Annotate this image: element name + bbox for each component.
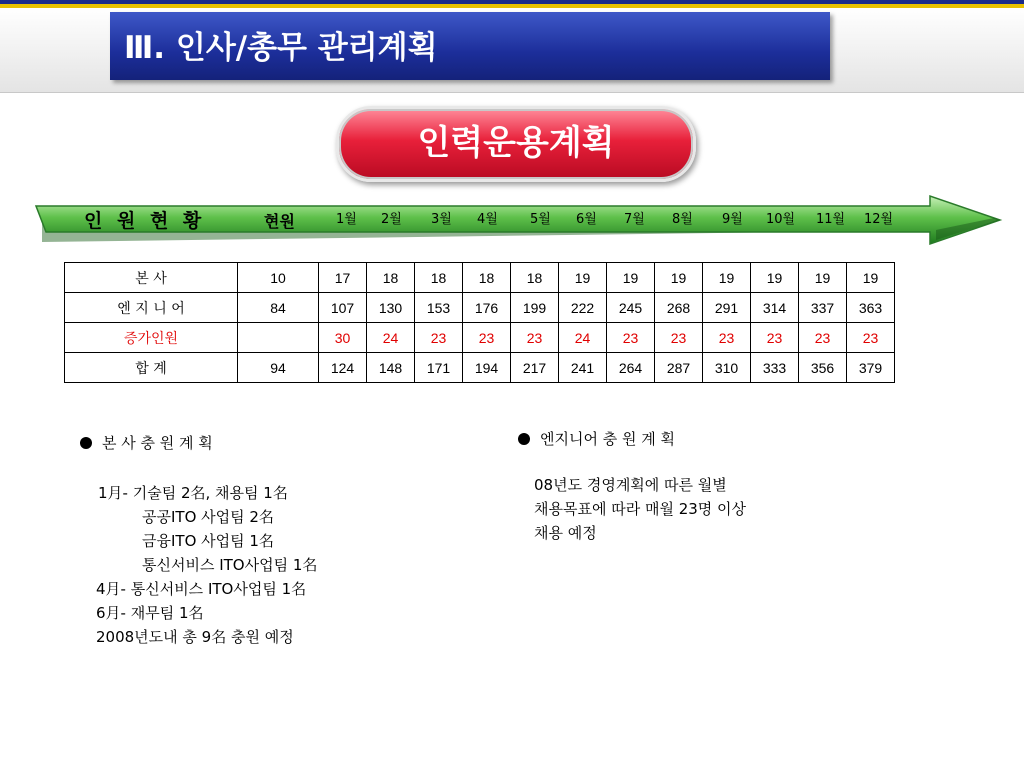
row-name: 합 계	[65, 353, 238, 383]
note-line: 공공ITO 사업팀 2名	[142, 508, 274, 526]
month-cell: 222	[559, 293, 607, 323]
current-cell: 94	[238, 353, 319, 383]
month-cell: 268	[655, 293, 703, 323]
month-cell: 23	[511, 323, 559, 353]
month-cell: 217	[511, 353, 559, 383]
month-cell: 310	[703, 353, 751, 383]
month-cell: 23	[751, 323, 799, 353]
note-line: 6月- 재무팀 1名	[96, 604, 204, 622]
timeline-month: 9월	[722, 212, 743, 227]
table-row	[65, 323, 895, 353]
timeline-current-label: 현원	[264, 212, 295, 231]
month-cell: 19	[559, 263, 607, 293]
month-cell: 148	[367, 353, 415, 383]
table-row	[65, 263, 895, 293]
month-cell: 18	[463, 263, 511, 293]
current-cell	[238, 323, 319, 353]
month-cell: 314	[751, 293, 799, 323]
note-line: 통신서비스 ITO사업팀 1名	[142, 556, 318, 574]
notes-right-heading: 엔지니어 충 원 계 획	[540, 430, 675, 448]
timeline-month: 7월	[624, 212, 645, 227]
note-line: 채용목표에 따라 매월 23명 이상	[534, 500, 747, 518]
note-line: 채용 예정	[534, 524, 597, 542]
page-title: Ⅲ. 인사/총무 관리계획	[124, 30, 438, 66]
timeline-month: 4월	[477, 212, 498, 227]
month-cell: 241	[559, 353, 607, 383]
table-row	[65, 293, 895, 323]
month-cell: 23	[607, 323, 655, 353]
month-cell: 19	[703, 263, 751, 293]
timeline-month: 2월	[381, 212, 402, 227]
month-cell: 199	[511, 293, 559, 323]
timeline-month: 12월	[864, 212, 894, 227]
note-line: 1月- 기술팀 2名, 채용팀 1名	[98, 484, 288, 502]
month-cell: 23	[847, 323, 895, 353]
month-cell: 379	[847, 353, 895, 383]
timeline-month: 6월	[576, 212, 597, 227]
timeline-heading: 인 원 현 황	[84, 210, 206, 232]
timeline-month: 11월	[816, 212, 846, 227]
month-cell: 153	[415, 293, 463, 323]
month-cell: 19	[655, 263, 703, 293]
month-cell: 19	[847, 263, 895, 293]
month-cell: 24	[559, 323, 607, 353]
notes-right-heading-row	[518, 428, 675, 449]
section-title: 인력운용계획	[417, 123, 615, 163]
notes-left-heading-row	[80, 432, 213, 453]
bullet-icon	[518, 433, 530, 445]
month-cell: 176	[463, 293, 511, 323]
month-cell: 18	[367, 263, 415, 293]
row-name: 엔 지 니 어	[65, 293, 238, 323]
note-line: 2008년도내 총 9名 충원 예정	[96, 628, 294, 646]
current-cell: 10	[238, 263, 319, 293]
month-cell: 194	[463, 353, 511, 383]
timeline-month: 8월	[672, 212, 693, 227]
month-cell: 245	[607, 293, 655, 323]
month-cell: 107	[319, 293, 367, 323]
month-cell: 30	[319, 323, 367, 353]
month-cell: 23	[463, 323, 511, 353]
timeline-month: 1월	[336, 212, 357, 227]
month-cell: 18	[511, 263, 559, 293]
month-cell: 18	[415, 263, 463, 293]
month-cell: 23	[799, 323, 847, 353]
note-line: 금융ITO 사업팀 1名	[142, 532, 274, 550]
month-cell: 130	[367, 293, 415, 323]
month-cell: 19	[799, 263, 847, 293]
month-cell: 17	[319, 263, 367, 293]
month-cell: 23	[415, 323, 463, 353]
table-row	[65, 353, 895, 383]
row-name: 본 사	[65, 263, 238, 293]
timeline-month: 5월	[530, 212, 551, 227]
row-name: 증가인원	[65, 323, 238, 353]
month-cell: 287	[655, 353, 703, 383]
month-cell: 264	[607, 353, 655, 383]
month-cell: 333	[751, 353, 799, 383]
month-cell: 19	[751, 263, 799, 293]
bullet-icon	[80, 437, 92, 449]
month-cell: 356	[799, 353, 847, 383]
month-cell: 291	[703, 293, 751, 323]
timeline-month: 10월	[766, 212, 796, 227]
month-cell: 23	[655, 323, 703, 353]
note-line: 08년도 경영계획에 따른 월별	[534, 476, 727, 494]
timeline-month: 3월	[431, 212, 452, 227]
month-cell: 171	[415, 353, 463, 383]
month-cell: 337	[799, 293, 847, 323]
month-cell: 124	[319, 353, 367, 383]
current-cell: 84	[238, 293, 319, 323]
month-cell: 24	[367, 323, 415, 353]
month-cell: 19	[607, 263, 655, 293]
month-cell: 363	[847, 293, 895, 323]
month-cell: 23	[703, 323, 751, 353]
note-line: 4月- 통신서비스 ITO사업팀 1名	[96, 580, 307, 598]
staffing-table	[64, 262, 895, 383]
notes-left-heading: 본 사 충 원 계 획	[102, 434, 213, 452]
